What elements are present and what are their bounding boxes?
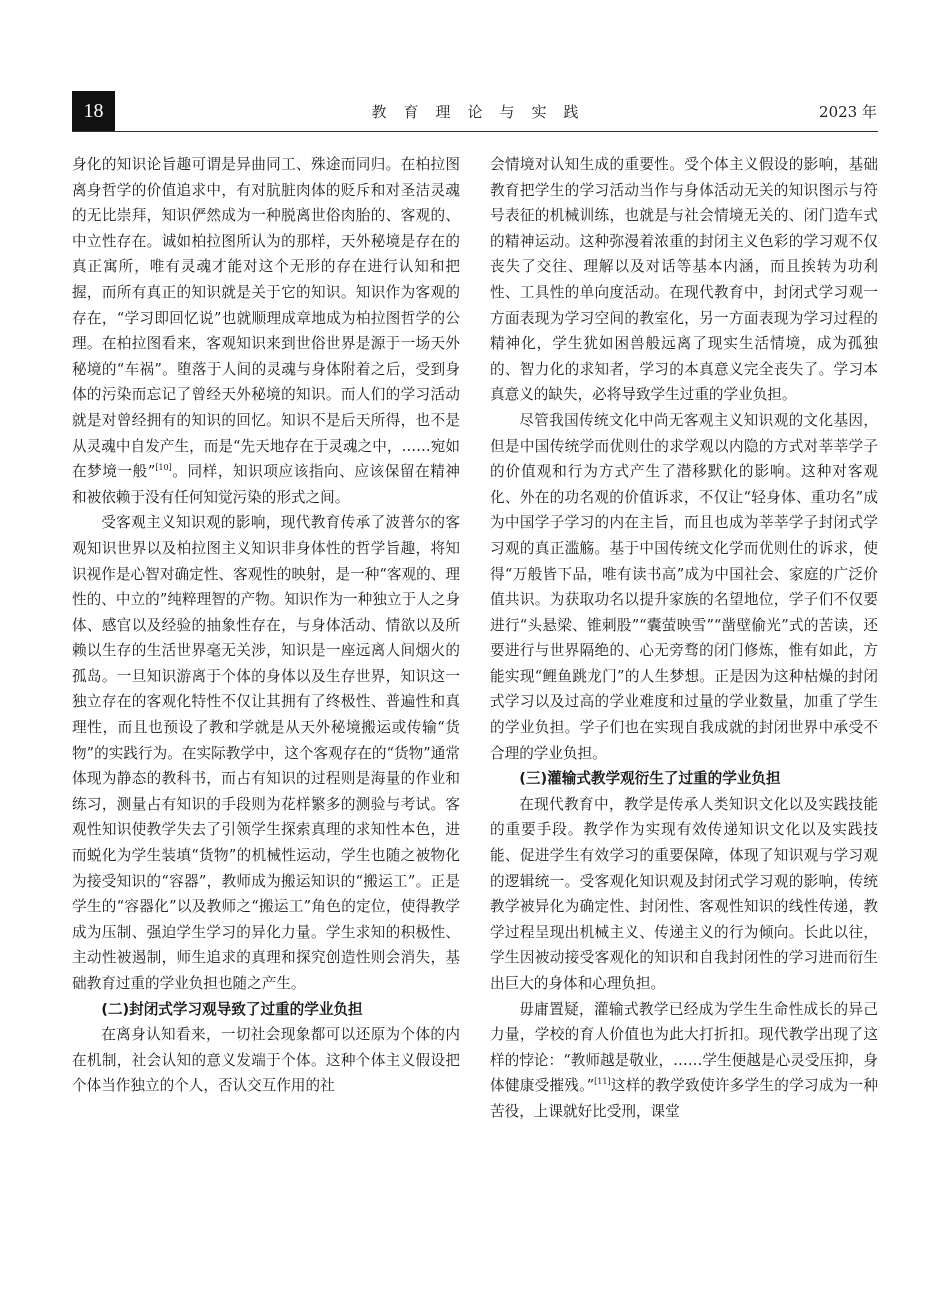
journal-title: 教育理论与实践 xyxy=(371,103,596,121)
citation-ref[interactable]: [11] xyxy=(594,1077,611,1087)
paragraph: 在现代教育中，教学是传承人类知识文化以及实践技能的重要手段。教学作为实现有效传递知识文化以及实践技能、促进学生有效学习的重要保障，体现了知识观与学习观的逻辑统一。受客观化知识观及封闭式学习观的影响，传统教学被异化为确定性、封闭性、客观性知识的线性传递，教学过程呈现出机械主义、传递主义的行为倾向。长此以往，学生因被动接受客观化的知识和自我封闭性的学习进而衍生出巨大的身体和心理负担。 xyxy=(490,795,878,992)
citation-ref[interactable]: [10] xyxy=(155,463,172,473)
issue-year: 2023 年 xyxy=(819,103,877,121)
paragraph: 在离身认知看来，一切社会现象都可以还原为个体的内在机制，社会认知的意义发端于个体。这种个体主义假设把个体当作独立的个人，否认交互作用的社 xyxy=(72,1026,460,1095)
paragraph: 会情境对认知生成的重要性。受个体主义假设的影响，基础教育把学生的学习活动当作与身体活动无关的知识图示与符号表征的机械训练，也就是与社会情境无关的、闭门造车式的精神运动。这种弥漫着浓重的封闭主义色彩的学习观不仅丧失了交往、理解以及对话等基本内涵，而且挨转为功利性、工具性的单向度活动。在现代教育中，封闭式学习观一方面表现为学习空间的教室化，另一方面表现为学习过程的精神化，学生犹如困兽般远离了现实生活情境，成为孤独的、智力化的求知者，学习的本真意义完全丧失了。学习本真意义的缺失，必将导致学生过重的学业负担。 xyxy=(490,156,878,404)
header-rule xyxy=(72,131,878,132)
section-heading: (二)封闭式学习观导致了过重的学业负担 xyxy=(101,1000,363,1018)
page-number: 18 xyxy=(72,91,115,131)
right-column xyxy=(490,152,878,1125)
left-column xyxy=(72,152,460,1099)
paragraph: 毋庸置疑，灌输式教学已经成为学生生命性成长的异己力量，学校的育人价值也为此大打折扣。现代教学出现了这样的悖论：“教师越是敬业，……学生便越是心灵受压抑，身体健康受摧残。”[11]这样的教学致使许多学生的学习成为一种苦役，上课就好比受刑，课堂 xyxy=(490,1000,878,1120)
paragraph: 尽管我国传统文化中尚无客观主义知识观的文化基因，但是中国传统学而优则仕的求学观以内隐的方式对莘莘学子的价值观和行为方式产生了潜移默化的影响。这种对客观化、外在的功名观的价值诉求，不仅让“轻身体、重功名”成为中国学子学习的内在主旨，而且也成为莘莘学子封闭式学习观的真正滥觞。基于中国传统文化学而优则仕的诉求，使得“万般皆下品，唯有读书高”成为中国社会、家庭的广泛价值共识。为获取功名以提升家族的名望地位，学子们不仅要进行“头悬梁、锥刺股”“囊萤映雪”“凿壁偷光”式的苦读，还要进行与世界隔绝的、心无旁骛的闭门修炼，惟有如此，方能实现“鲤鱼跳龙门”的人生梦想。正是因为这种枯燥的封闭式学习以及过高的学业难度和过量的学业数量，加重了学生的学业负担。学子们也在实现自我成就的封闭世界中承受不合理的学业负担。 xyxy=(490,411,878,762)
paragraph: 身化的知识论旨趣可谓是异曲同工、殊途而同归。在柏拉图离身哲学的价值追求中，有对肮脏肉体的贬斥和对圣洁灵魂的无比崇拜，知识俨然成为一种脱离世俗肉胎的、客观的、中立性存在。诚如柏拉图所认为的那样，天外秘境是存在的真正寓所，唯有灵魂才能对这个无形的存在进行认知和把握，而所有真正的知识就是关于它的知识。知识作为客观的存在，“学习即回忆说”也就顺理成章地成为柏拉图哲学的公理。在柏拉图看来，客观知识来到世俗世界是源于一场天外秘境的“车祸”。堕落于人间的灵魂与身体附着之后，受到身体的污染而忘记了曾经天外秘境的知识。而人们的学习活动就是对曾经拥有的知识的回忆。知识不是后天所得，也不是从灵魂中自发产生，而是“先天地存在于灵魂之中，……宛如在梦境一般”[10]。同样，知识项应该指向、应该保留在精神和被依赖于没有任何知觉污染的形式之间。 xyxy=(72,156,460,506)
paragraph: 受客观主义知识观的影响，现代教育传承了波普尔的客观知识世界以及柏拉图主义知识非身体性的哲学旨趣，将知识视作是心智对确定性、客观性的映射，是一种“客观的、理性的、中立的”纯粹理智的产物。知识作为一种独立于人之身体、感官以及经验的抽象性存在，与身体活动、情欲以及所赖以生存的生活世界毫无关涉，知识是一座远离人间烟火的孤岛。一旦知识游离于个体的身体以及生存世界，知识这一独立存在的客观化特性不仅让其拥有了终极性、普遍性和真理性，而且也预设了教和学就是从天外秘境搬运或传输“货物”的实践行为。在实际教学中，这个客观存在的“货物”通常体现为静态的教科书，而占有知识的过程则是海量的作业和练习，测量占有知识的手段则为花样繁多的测验与考试。客观性知识使教学失去了引领学生探索真理的求知性本色，进而蜕化为学生装填“货物”的机械性运动，学生也随之被物化为接受知识的“容器”，教师成为搬运知识的“搬运工”。正是学生的“容器化”以及教师之“搬运工”角色的定位，使得教学成为压制、强迫学生学习的异化力量。学生求知的积极性、主动性被遏制，师生追求的真理和探究创造性则会消失，基础教育过重的学业负担也随之产生。 xyxy=(72,514,460,992)
section-heading: (三)灌输式教学观衍生了过重的学业负担 xyxy=(519,770,781,788)
